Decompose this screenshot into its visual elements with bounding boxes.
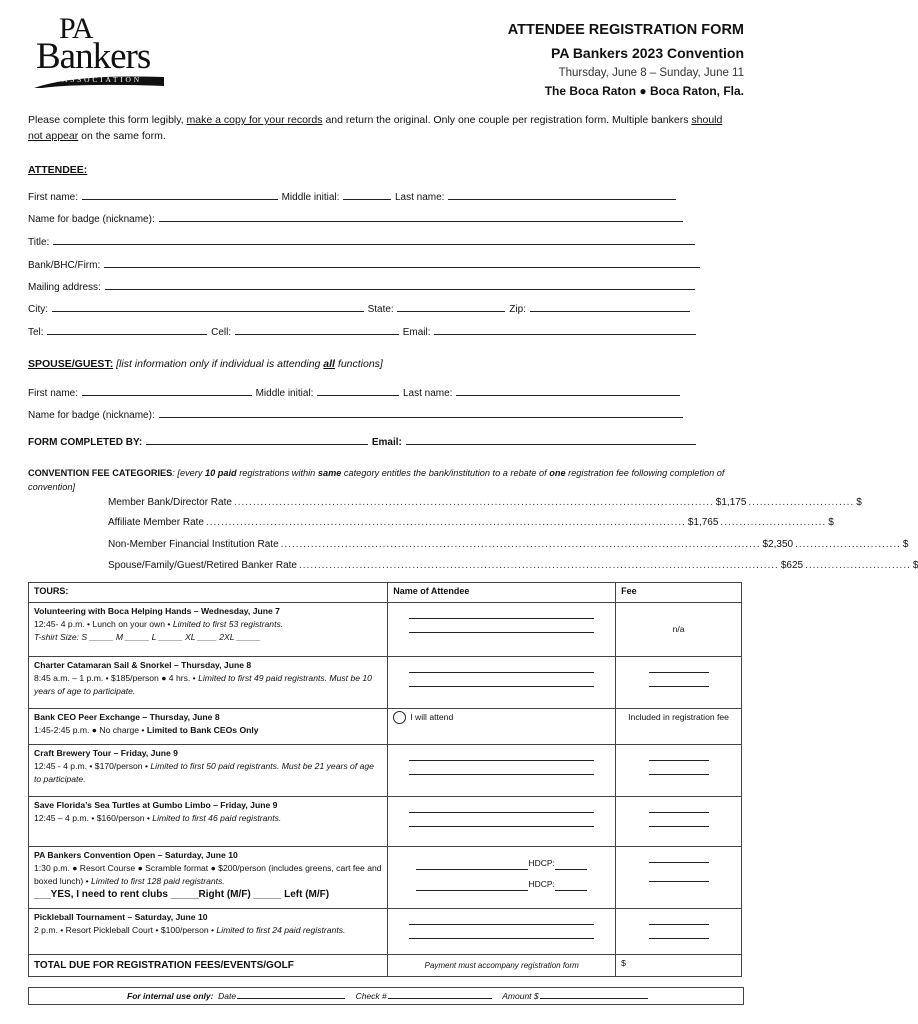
- tour-fee-cell: [616, 657, 742, 709]
- fee-field[interactable]: [649, 920, 709, 925]
- attendee-name-field[interactable]: [409, 770, 594, 775]
- title-label: Title:: [28, 237, 50, 248]
- cell-label: Cell:: [211, 327, 232, 338]
- col-attendee-name: Name of Attendee: [388, 583, 616, 603]
- title-row: [28, 235, 704, 248]
- golfer-name-field[interactable]: [416, 857, 528, 870]
- internal-use-row: [127, 990, 649, 1001]
- state-label: State:: [367, 304, 394, 315]
- total-row: [29, 955, 742, 977]
- state-field[interactable]: [397, 302, 505, 312]
- spouse-badge-field[interactable]: [159, 408, 683, 418]
- tour-name: Save Florida’s Sea Turtles at Gumbo Limbo – Friday, June 9: [34, 800, 278, 810]
- rate-leader: ...............................................................................................................................: [233, 497, 714, 508]
- fee-note-a: : [every: [172, 468, 205, 478]
- tour-details: [34, 760, 382, 786]
- mailing-field[interactable]: [105, 280, 695, 290]
- spouse-first-name-field[interactable]: [82, 386, 252, 396]
- spouse-heading-row: [28, 358, 383, 370]
- last-name-field[interactable]: [448, 190, 676, 200]
- fee-note-f: one: [549, 468, 566, 478]
- internal-use-label: For internal use only:: [127, 991, 214, 1001]
- attendee-name-field[interactable]: [409, 920, 594, 925]
- first-name-label: First name:: [28, 192, 79, 203]
- spouse-badge-label: Name for badge (nickname):: [28, 410, 155, 421]
- tour-fee: n/a: [616, 603, 742, 657]
- total-label: TOTAL DUE FOR REGISTRATION FEES/EVENTS/GOLF: [29, 955, 388, 977]
- logo-pa: PA: [59, 12, 93, 45]
- mailing-label: Mailing address:: [28, 282, 101, 293]
- tour-limit: Limited to first 128 paid registrants.: [91, 876, 225, 886]
- attendee-name-field[interactable]: [409, 756, 594, 761]
- tel-label: Tel:: [28, 327, 44, 338]
- attendee-name-cell: [388, 909, 616, 955]
- tour-detail-text: 2 p.m. • Resort Pickleball Court • $100/person •: [34, 925, 217, 935]
- tour-detail-text: 12:45 - 4 p.m. • $170/person •: [34, 761, 151, 771]
- rate-leader: ...............................................................................................................................: [280, 539, 761, 550]
- spouse-middle-initial-field[interactable]: [317, 386, 399, 396]
- tour-name: Volunteering with Boca Helping Hands – Wednesday, June 7: [34, 606, 280, 616]
- tour-detail-text: 8:45 a.m. – 1 p.m. • $185/person ● 4 hrs. •: [34, 673, 199, 683]
- fee-field[interactable]: [649, 934, 709, 939]
- internal-use-box: [28, 987, 744, 1005]
- tour-fee-cell: [616, 797, 742, 847]
- tour-row: [29, 709, 742, 745]
- intro-underline-2: should not appear: [28, 114, 723, 142]
- spouse-badge-row: [28, 408, 704, 421]
- fee-field[interactable]: [649, 668, 709, 673]
- spouse-heading: SPOUSE/GUEST:: [28, 358, 114, 370]
- cell-field[interactable]: [235, 325, 399, 335]
- completed-by-field[interactable]: [146, 435, 368, 445]
- fee-note-d: same: [317, 468, 342, 478]
- fee-field[interactable]: [649, 682, 709, 687]
- logo-bankers: Bankers: [36, 36, 151, 77]
- tour-limit: Limited to Bank CEOs Only: [146, 725, 259, 735]
- tour-details: [34, 672, 382, 698]
- spouse-first-name-label: First name:: [28, 388, 79, 399]
- hdcp-label: HDCP:: [528, 879, 555, 889]
- fee-note-e: category entitles the bank/institution to a rebate of: [341, 468, 550, 478]
- tour-name: Pickleball Tournament – Saturday, June 10: [34, 912, 208, 922]
- attendee-name-cell: [388, 603, 616, 657]
- tour-detail-text: 1:45-2:45 p.m. ● No charge •: [34, 725, 147, 735]
- amount-field[interactable]: [540, 990, 648, 999]
- hdcp-field[interactable]: [555, 878, 587, 891]
- rate-total-symbol: $: [902, 539, 909, 550]
- tour-limit: Limited to first 50 paid registrants. Must be 21 years of age to participate.: [34, 761, 374, 784]
- golfer-row: [393, 857, 610, 870]
- check-field[interactable]: [388, 990, 492, 999]
- spouse-note-a: [list information only if individual is attending: [113, 358, 324, 370]
- tour-fee-cell: [616, 745, 742, 797]
- badge-field[interactable]: [159, 212, 683, 222]
- fee-field[interactable]: [649, 822, 709, 827]
- rent-clubs-option[interactable]: ___YES, I need to rent clubs _____Right (M/F) _____ Left (M/F): [34, 889, 330, 900]
- attendee-name-field[interactable]: [409, 822, 594, 827]
- attendee-name-field[interactable]: [409, 628, 594, 633]
- payment-note: Payment must accompany registration form: [388, 955, 616, 977]
- email-label: Email:: [402, 327, 431, 338]
- tour-description: [29, 797, 388, 847]
- tel-field[interactable]: [47, 325, 207, 335]
- attendee-name-field[interactable]: [409, 808, 594, 813]
- fee-note-g: registration fee following completion of convention]: [28, 468, 725, 492]
- rate-row: [108, 560, 918, 571]
- tour-details: [34, 862, 382, 888]
- tour-details: [34, 618, 382, 631]
- event-dates: Thursday, June 8 – Sunday, June 11: [558, 67, 744, 79]
- tour-limit: Limited to first 53 registrants.: [172, 619, 284, 629]
- rate-row: [108, 539, 909, 550]
- spouse-last-name-field[interactable]: [456, 386, 680, 396]
- rate-label: Member Bank/Director Rate: [108, 497, 232, 508]
- date-field[interactable]: [237, 990, 345, 999]
- tour-details: [34, 724, 382, 737]
- attendee-heading: ATTENDEE:: [28, 164, 88, 176]
- tour-row: [29, 657, 742, 709]
- tour-limit: Limited to first 46 paid registrants.: [152, 813, 282, 823]
- tour-name: PA Bankers Convention Open – Saturday, June 10: [34, 850, 238, 860]
- rate-leader-2: ............................: [748, 497, 855, 508]
- tour-fee-cell: [616, 847, 742, 909]
- tours-table: [28, 582, 742, 977]
- intro-underline-1: make a copy for your records: [186, 114, 323, 126]
- spouse-note-c: functions]: [334, 358, 383, 370]
- rate-row: [108, 517, 834, 528]
- rate-total-symbol: $: [912, 560, 918, 571]
- instructions: [28, 112, 738, 144]
- tshirt-size[interactable]: T-shirt Size: S _____ M _____ L _____ XL ____ 2XL _____: [34, 632, 261, 642]
- fee-note-c: registrations within: [236, 468, 318, 478]
- rate-leader-2: ............................: [720, 517, 827, 528]
- rate-leader-2: ............................: [795, 539, 901, 550]
- tour-detail-text: 12:45- 4 p.m. • Lunch on your own •: [34, 619, 173, 629]
- city-label: City:: [28, 304, 48, 315]
- tour-name: Bank CEO Peer Exchange – Thursday, June 8: [34, 712, 220, 722]
- col-fee: Fee: [616, 583, 742, 603]
- rate-leader-2: ............................: [805, 560, 911, 571]
- bank-field[interactable]: [104, 258, 700, 268]
- attendee-name-cell: [388, 709, 616, 745]
- tour-fee: Included in registration fee: [616, 709, 742, 745]
- completed-by-email-label: Email:: [371, 437, 402, 448]
- tour-fee-cell: [616, 909, 742, 955]
- tours-header-row: [29, 583, 742, 603]
- spouse-name-row: [28, 386, 704, 399]
- attendee-name-cell: [388, 657, 616, 709]
- fee-field[interactable]: [649, 770, 709, 775]
- tour-details: [34, 924, 382, 937]
- event-name: PA Bankers 2023 Convention: [551, 45, 744, 61]
- col-tours: TOURS:: [29, 583, 388, 603]
- fee-field[interactable]: [649, 756, 709, 761]
- badge-row: [28, 212, 704, 225]
- rate-label: Spouse/Family/Guest/Retired Banker Rate: [108, 560, 297, 571]
- tour-row: [29, 797, 742, 847]
- title-field[interactable]: [53, 235, 695, 245]
- tour-limit: Limited to first 49 paid registrants. Must be 10 years of age to participate.: [34, 673, 372, 696]
- city-field[interactable]: [52, 302, 364, 312]
- attend-label: I will attend: [410, 712, 454, 722]
- tour-description: [29, 603, 388, 657]
- tour-name: Craft Brewery Tour – Friday, June 9: [34, 748, 178, 758]
- last-name-label: Last name:: [394, 192, 445, 203]
- rate-label: Non-Member Financial Institution Rate: [108, 539, 279, 550]
- completed-by-row: [28, 435, 704, 448]
- zip-label: Zip:: [509, 304, 526, 315]
- bank-row: [28, 258, 704, 271]
- tour-limit: Limited to first 24 paid registrants.: [216, 925, 346, 935]
- tour-name: Charter Catamaran Sail & Snorkel – Thursday, June 8: [34, 660, 252, 670]
- fee-categories-note: [28, 466, 748, 494]
- rate-total-symbol: $: [828, 517, 834, 528]
- amount-label: Amount $: [502, 991, 539, 1001]
- rate-price: $2,350: [762, 539, 794, 550]
- date-label: Date: [218, 991, 237, 1001]
- zip-field[interactable]: [530, 302, 690, 312]
- attendee-name-field[interactable]: [409, 614, 594, 619]
- tour-description: [29, 745, 388, 797]
- spouse-middle-initial-label: Middle initial:: [255, 388, 314, 399]
- spouse-note-b: all: [323, 358, 335, 370]
- first-name-field[interactable]: [82, 190, 278, 200]
- middle-initial-label: Middle initial:: [281, 192, 340, 203]
- fee-field[interactable]: [649, 877, 709, 882]
- golfer-name-field[interactable]: [416, 878, 528, 891]
- rate-price: $625: [780, 560, 804, 571]
- tour-description: [29, 657, 388, 709]
- fee-categories-heading: CONVENTION FEE CATEGORIES: [28, 468, 173, 478]
- check-label: Check #: [355, 991, 387, 1001]
- attendee-name-cell: [388, 745, 616, 797]
- rate-leader: ...............................................................................................................................: [298, 560, 779, 571]
- email-field[interactable]: [434, 325, 696, 335]
- mailing-row: [28, 280, 704, 293]
- attendee-name-field[interactable]: [409, 668, 594, 673]
- hdcp-field[interactable]: [555, 857, 587, 870]
- rate-total-symbol: $: [856, 497, 862, 508]
- event-venue: The Boca Raton ● Boca Raton, Fla.: [544, 84, 744, 98]
- tour-description: [29, 847, 388, 909]
- attend-radio[interactable]: [393, 711, 406, 724]
- fee-note-b: 10 paid: [204, 468, 237, 478]
- attendee-name-cell: [388, 797, 616, 847]
- tour-row: [29, 909, 742, 955]
- intro-text-2: and return the original. Only one couple per registration form. Multiple bankers: [322, 114, 692, 126]
- logo-association: ASSOCIATION: [62, 75, 142, 84]
- rate-row: [108, 497, 862, 508]
- tour-detail-text: 12:45 – 4 p.m. • $160/person •: [34, 813, 153, 823]
- tour-details: [34, 812, 382, 825]
- tour-description: [29, 709, 388, 745]
- fee-field[interactable]: [649, 808, 709, 813]
- tour-row: [29, 745, 742, 797]
- tour-detail-text: 1:30 p.m. ● Resort Course ● Scramble format ● $200/person (includes greens, cart fee and boxed lunch) •: [34, 863, 382, 886]
- tour-row: [29, 847, 742, 909]
- city-row: [28, 302, 704, 315]
- middle-initial-field[interactable]: [343, 190, 391, 200]
- rate-leader: ...............................................................................................................................: [205, 517, 686, 528]
- attendee-name-cell: [388, 847, 616, 909]
- golfer-row: [393, 878, 610, 891]
- completed-by-email-field[interactable]: [406, 435, 696, 445]
- fee-field[interactable]: [649, 858, 709, 863]
- rate-price: $1,765: [687, 517, 719, 528]
- badge-label: Name for badge (nickname):: [28, 214, 155, 225]
- tour-description: [29, 909, 388, 955]
- intro-text-3: on the same form.: [78, 130, 166, 142]
- completed-by-label: FORM COMPLETED BY:: [28, 437, 143, 448]
- attendee-name-field[interactable]: [409, 682, 594, 687]
- spouse-last-name-label: Last name:: [402, 388, 453, 399]
- attendee-name-field[interactable]: [409, 934, 594, 939]
- phone-row: [28, 325, 704, 338]
- tour-row: [29, 603, 742, 657]
- rate-price: $1,175: [715, 497, 747, 508]
- attendee-name-row: [28, 190, 704, 203]
- pa-bankers-logo: [28, 14, 178, 86]
- intro-text-1: Please complete this form legibly,: [28, 114, 187, 126]
- total-amount-field[interactable]: $: [616, 955, 742, 977]
- bank-label: Bank/BHC/Firm:: [28, 260, 101, 271]
- rate-label: Affiliate Member Rate: [108, 517, 204, 528]
- form-title: ATTENDEE REGISTRATION FORM: [507, 22, 744, 38]
- hdcp-label: HDCP:: [528, 858, 555, 868]
